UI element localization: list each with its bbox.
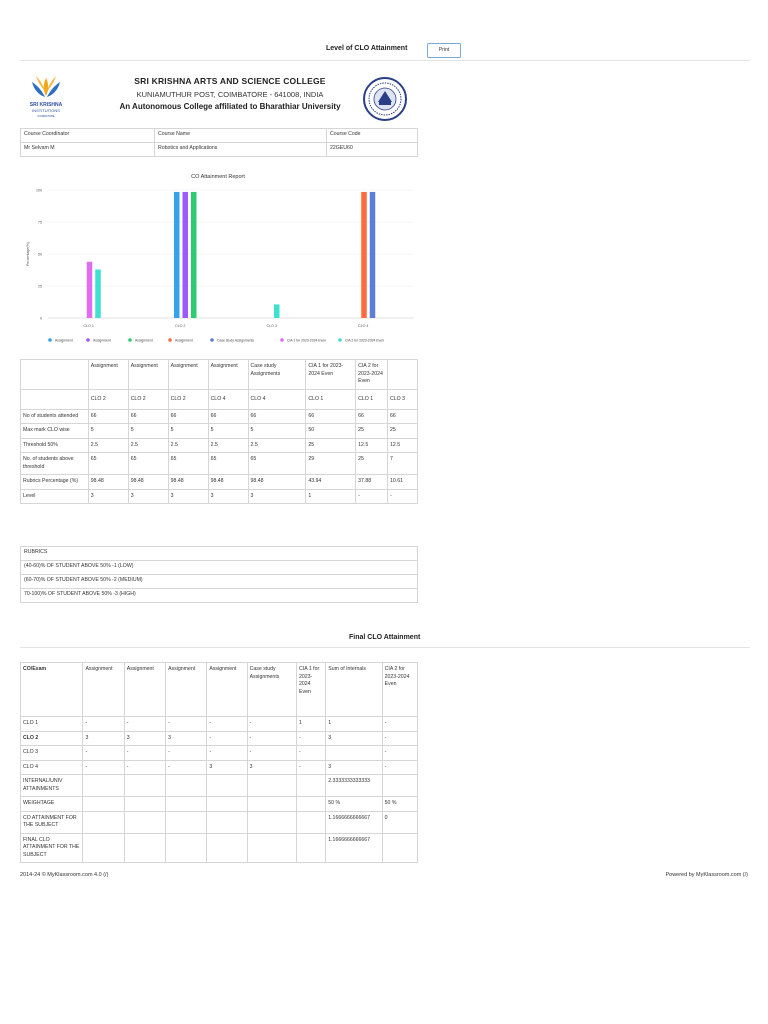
legend-label[interactable]: Assignment bbox=[93, 338, 111, 343]
table-cell: 66 bbox=[306, 409, 356, 424]
attainment-table bbox=[20, 359, 418, 504]
table-cell: 3 bbox=[326, 760, 382, 775]
course-name-value: Robotics and Applications bbox=[155, 143, 327, 157]
table-cell: - bbox=[124, 746, 165, 761]
table-cell: 5 bbox=[128, 424, 168, 439]
table-cell: 2.5 bbox=[128, 438, 168, 453]
table-cell: - bbox=[247, 731, 296, 746]
legend-label[interactable]: CIA 1 for 2023-2024 Even bbox=[287, 338, 327, 343]
table-cell: 29 bbox=[306, 453, 356, 475]
table-cell: 1 bbox=[326, 717, 382, 732]
table-row bbox=[21, 453, 418, 475]
legend-label[interactable]: Case study Assignments bbox=[217, 338, 255, 343]
row-label: CLO 2 bbox=[21, 731, 83, 746]
table-cell: Level bbox=[21, 489, 89, 504]
table-cell: - bbox=[388, 489, 418, 504]
row-label: WEIGHTAGE bbox=[21, 797, 83, 812]
logo-text-2: INSTITUTIONS bbox=[32, 108, 60, 113]
college-header bbox=[80, 76, 380, 111]
table-header-cell: CLO 1 bbox=[356, 389, 388, 409]
table-cell bbox=[247, 811, 296, 833]
table-cell bbox=[207, 797, 247, 812]
table-cell: 3 bbox=[168, 489, 208, 504]
table-header-cell: CIA 1 for 2023-2024 Even bbox=[297, 663, 326, 717]
table-header-cell: Assignment bbox=[168, 360, 208, 390]
table-cell: 12.5 bbox=[356, 438, 388, 453]
college-address: KUNIAMUTHUR POST, COIMBATORE - 641008, INDIA bbox=[136, 90, 324, 99]
table-cell: - bbox=[382, 731, 417, 746]
table-cell: - bbox=[297, 731, 326, 746]
table-cell: 3 bbox=[326, 731, 382, 746]
table-header-cell bbox=[21, 360, 89, 390]
college-affiliation: An Autonomous College affiliated to Bharathiar University bbox=[119, 102, 341, 111]
table-cell bbox=[297, 775, 326, 797]
table-cell: 10.61 bbox=[388, 475, 418, 490]
university-seal bbox=[362, 76, 408, 122]
chart-bar[interactable] bbox=[174, 192, 180, 318]
print-button[interactable]: Print bbox=[427, 43, 461, 58]
table-cell bbox=[247, 833, 296, 863]
table-header-cell: CIA 1 for 2023-2024 Even bbox=[306, 360, 356, 390]
table-cell: 66 bbox=[168, 409, 208, 424]
course-code-header: Course Code bbox=[327, 129, 418, 143]
table-row bbox=[21, 746, 418, 761]
table-cell: 65 bbox=[208, 453, 248, 475]
logo-text-1: SRI KRISHNA bbox=[29, 102, 63, 108]
table-cell bbox=[166, 775, 207, 797]
chart-bar[interactable] bbox=[274, 304, 280, 318]
table-cell: - bbox=[297, 746, 326, 761]
table-cell bbox=[207, 833, 247, 863]
table-row bbox=[21, 589, 418, 603]
table-row bbox=[21, 360, 418, 390]
table-row bbox=[21, 547, 418, 561]
table-cell: 66 bbox=[388, 409, 418, 424]
course-coordinator-value: Mr Selvam M bbox=[21, 143, 155, 157]
table-header-cell: CLO 2 bbox=[88, 389, 128, 409]
table-header-cell: Assignment bbox=[208, 360, 248, 390]
table-cell: 3 bbox=[207, 760, 247, 775]
rubrics-title: RUBRICS bbox=[21, 547, 418, 561]
table-cell: 66 bbox=[248, 409, 306, 424]
chart-bar[interactable] bbox=[95, 270, 101, 318]
final-clo-row bbox=[21, 833, 418, 863]
table-cell: 3 bbox=[88, 489, 128, 504]
table-cell: Threshold 50% bbox=[21, 438, 89, 453]
table-cell: 5 bbox=[208, 424, 248, 439]
divider bbox=[20, 647, 750, 648]
table-header-cell: Assignment bbox=[83, 663, 124, 717]
divider bbox=[20, 60, 750, 61]
table-cell: 3 bbox=[248, 489, 306, 504]
y-tick-label: 50 bbox=[38, 252, 42, 257]
table-header-cell: CLO 2 bbox=[168, 389, 208, 409]
chart-bar[interactable] bbox=[183, 192, 189, 318]
page-title: Level of CLO Attainment bbox=[326, 45, 408, 52]
table-row bbox=[21, 663, 418, 717]
table-cell: Max mark CLO wise bbox=[21, 424, 89, 439]
table-cell: - bbox=[124, 717, 165, 732]
table-cell: 2.5 bbox=[88, 438, 128, 453]
table-header-cell: Assignment bbox=[207, 663, 247, 717]
table-cell: - bbox=[382, 717, 417, 732]
table-cell: 37.88 bbox=[356, 475, 388, 490]
table-cell: 5 bbox=[88, 424, 128, 439]
row-label: CLO 3 bbox=[21, 746, 83, 761]
table-cell: - bbox=[356, 489, 388, 504]
table-cell: 3 bbox=[124, 731, 165, 746]
internal-row bbox=[21, 775, 418, 797]
chart-y-axis-label: Percentage(%) bbox=[26, 242, 30, 266]
table-header-cell: Assignment bbox=[128, 360, 168, 390]
college-name: SRI KRISHNA ARTS AND SCIENCE COLLEGE bbox=[134, 76, 326, 86]
table-cell: 25 bbox=[388, 424, 418, 439]
table-header-cell bbox=[21, 389, 89, 409]
table-cell bbox=[297, 833, 326, 863]
legend-swatch bbox=[210, 338, 214, 342]
table-cell: - bbox=[207, 731, 247, 746]
table-cell: No. of students above threshold bbox=[21, 453, 89, 475]
table-cell bbox=[297, 797, 326, 812]
table-cell: - bbox=[124, 760, 165, 775]
table-header-cell: CLO 3 bbox=[388, 389, 418, 409]
course-coordinator-header: Course Coordinator bbox=[21, 129, 155, 143]
table-row bbox=[21, 717, 418, 732]
table-header-cell: CLO 4 bbox=[208, 389, 248, 409]
cia2-cell bbox=[382, 833, 417, 863]
table-cell: 98.48 bbox=[88, 475, 128, 490]
sum-cell: 2.3333333333333 bbox=[326, 775, 382, 797]
table-cell: 50 bbox=[306, 424, 356, 439]
table-cell: 3 bbox=[247, 760, 296, 775]
course-info-table bbox=[20, 128, 418, 157]
table-cell: 66 bbox=[208, 409, 248, 424]
table-cell: 3 bbox=[208, 489, 248, 504]
table-cell: No of students attended bbox=[21, 409, 89, 424]
course-code-value: 22GEU60 bbox=[327, 143, 418, 157]
table-cell: 98.48 bbox=[168, 475, 208, 490]
table-cell: 65 bbox=[248, 453, 306, 475]
cia2-cell bbox=[382, 775, 417, 797]
table-row bbox=[21, 731, 418, 746]
x-tick-label: CLO 4 bbox=[358, 324, 369, 328]
table-cell: - bbox=[382, 746, 417, 761]
table-row bbox=[21, 489, 418, 504]
table-cell: - bbox=[382, 760, 417, 775]
y-tick-label: 100 bbox=[36, 188, 42, 193]
rubrics-item: (40-60)% OF STUDENT ABOVE 50% -1 (LOW) bbox=[21, 561, 418, 575]
row-label: CLO 4 bbox=[21, 760, 83, 775]
table-cell: 66 bbox=[88, 409, 128, 424]
table-cell: - bbox=[247, 717, 296, 732]
footer-powered-by[interactable]: Powered by MyKlassroom.com (/) bbox=[665, 872, 748, 878]
chart-bar[interactable] bbox=[191, 192, 197, 318]
y-tick-label: 0 bbox=[40, 316, 42, 321]
table-header-cell: Case study Assignments bbox=[247, 663, 296, 717]
rubrics-item: 70-100)% OF STUDENT ABOVE 50% -3 (HIGH) bbox=[21, 589, 418, 603]
x-tick-label: CLO 1 bbox=[83, 324, 94, 328]
rubrics-table bbox=[20, 546, 418, 603]
table-header-cell: CIA 2 for 2023-2024 Even bbox=[382, 663, 417, 717]
college-logo bbox=[26, 74, 66, 122]
table-cell bbox=[124, 775, 165, 797]
x-tick-label: CLO 2 bbox=[175, 324, 186, 328]
table-cell bbox=[207, 811, 247, 833]
sum-cell: 1.1666666666667 bbox=[326, 833, 382, 863]
table-row bbox=[21, 438, 418, 453]
table-cell: - bbox=[83, 717, 124, 732]
table-cell: 98.48 bbox=[128, 475, 168, 490]
table-cell: 7 bbox=[388, 453, 418, 475]
table-cell bbox=[166, 797, 207, 812]
table-cell bbox=[247, 775, 296, 797]
table-row bbox=[21, 760, 418, 775]
legend-swatch bbox=[280, 338, 284, 342]
table-row bbox=[21, 424, 418, 439]
table-cell: 65 bbox=[88, 453, 128, 475]
table-cell: - bbox=[297, 760, 326, 775]
table-header-cell: CLO 2 bbox=[128, 389, 168, 409]
table-cell: 1 bbox=[306, 489, 356, 504]
final-clo-title: Final CLO Attainment bbox=[349, 634, 421, 641]
table-row bbox=[21, 475, 418, 490]
table-cell: - bbox=[207, 717, 247, 732]
table-cell: 25 bbox=[306, 438, 356, 453]
table-cell: - bbox=[247, 746, 296, 761]
table-cell bbox=[83, 797, 124, 812]
row-label: CO ATTAINMENT FOR THE SUBJECT bbox=[21, 811, 83, 833]
table-cell bbox=[207, 775, 247, 797]
legend-swatch bbox=[338, 338, 342, 342]
table-cell: 98.48 bbox=[208, 475, 248, 490]
table-cell bbox=[124, 797, 165, 812]
table-cell: 1 bbox=[297, 717, 326, 732]
table-cell: - bbox=[166, 760, 207, 775]
chart-bar[interactable] bbox=[87, 262, 93, 318]
table-header-cell: CIA 2 for 2023-2024 Even bbox=[356, 360, 388, 390]
table-cell: Rubrics Percentage (%) bbox=[21, 475, 89, 490]
table-cell: 3 bbox=[83, 731, 124, 746]
table-cell: 66 bbox=[128, 409, 168, 424]
table-cell: - bbox=[166, 746, 207, 761]
table-cell: 2.5 bbox=[248, 438, 306, 453]
legend-swatch bbox=[86, 338, 90, 342]
legend-label[interactable]: Assignment bbox=[135, 338, 153, 343]
co-attainment-chart bbox=[20, 168, 420, 348]
table-cell: 2.5 bbox=[208, 438, 248, 453]
table-cell: 65 bbox=[168, 453, 208, 475]
cia2-cell: 0 bbox=[382, 811, 417, 833]
table-cell: 12.5 bbox=[388, 438, 418, 453]
table-row bbox=[21, 129, 418, 143]
top-bar bbox=[0, 40, 768, 60]
sum-cell: 50 % bbox=[326, 797, 382, 812]
final-clo-table bbox=[20, 662, 418, 863]
chart-title: CO Attainment Report bbox=[191, 174, 245, 180]
sum-cell: 1.1666666666667 bbox=[326, 811, 382, 833]
chart-bar[interactable] bbox=[370, 192, 376, 318]
table-cell: 98.48 bbox=[248, 475, 306, 490]
table-header-cell: CLO 4 bbox=[248, 389, 306, 409]
legend-label[interactable]: Assignment bbox=[175, 338, 193, 343]
table-cell: 25 bbox=[356, 424, 388, 439]
table-cell bbox=[83, 775, 124, 797]
table-row bbox=[21, 143, 418, 157]
table-cell: - bbox=[83, 760, 124, 775]
table-cell: 5 bbox=[168, 424, 208, 439]
legend-swatch bbox=[168, 338, 172, 342]
x-tick-label: CLO 3 bbox=[266, 324, 277, 328]
table-header-cell: Assignment bbox=[124, 663, 165, 717]
logo-text-3: COIMBATORE bbox=[37, 115, 55, 118]
table-header-cell: Assignment bbox=[166, 663, 207, 717]
table-cell: 65 bbox=[128, 453, 168, 475]
chart-bar[interactable] bbox=[361, 192, 367, 318]
table-header-cell bbox=[388, 360, 418, 390]
table-header-cell: Sum of Internals bbox=[326, 663, 382, 717]
table-cell bbox=[166, 811, 207, 833]
weightage-row bbox=[21, 797, 418, 812]
legend-swatch bbox=[48, 338, 52, 342]
row-label: INTERNAL/UNIV ATTAINMENTS bbox=[21, 775, 83, 797]
row-label: CLO 1 bbox=[21, 717, 83, 732]
table-header-cell: CLO 1 bbox=[306, 389, 356, 409]
table-cell: 25 bbox=[356, 453, 388, 475]
table-cell: - bbox=[83, 746, 124, 761]
table-cell: 3 bbox=[128, 489, 168, 504]
y-tick-label: 75 bbox=[38, 220, 42, 225]
table-cell: 43.94 bbox=[306, 475, 356, 490]
table-row bbox=[21, 575, 418, 589]
legend-label[interactable]: CIA 2 for 2023-2024 Even bbox=[345, 338, 385, 343]
table-header-cell: Case study Assignments bbox=[248, 360, 306, 390]
table-cell: - bbox=[166, 717, 207, 732]
table-cell bbox=[166, 833, 207, 863]
table-header-cell: CO/Exam bbox=[21, 663, 83, 717]
table-cell: 3 bbox=[166, 731, 207, 746]
table-header-cell: Assignment bbox=[88, 360, 128, 390]
co-attainment-row bbox=[21, 811, 418, 833]
table-cell: - bbox=[207, 746, 247, 761]
table-cell bbox=[124, 811, 165, 833]
cia2-cell: 50 % bbox=[382, 797, 417, 812]
footer-copyright[interactable]: 2014-24 © MyKlassroom.com 4.0 (/) bbox=[20, 872, 109, 878]
rubrics-item: (60-70)% OF STUDENT ABOVE 50% -2 (MEDIUM) bbox=[21, 575, 418, 589]
table-cell: 66 bbox=[356, 409, 388, 424]
table-cell bbox=[247, 797, 296, 812]
table-cell bbox=[83, 811, 124, 833]
table-row bbox=[21, 389, 418, 409]
table-cell bbox=[326, 746, 382, 761]
table-cell bbox=[83, 833, 124, 863]
table-cell: 2.5 bbox=[168, 438, 208, 453]
legend-label[interactable]: Assignment bbox=[55, 338, 73, 343]
y-tick-label: 25 bbox=[38, 284, 42, 289]
table-row bbox=[21, 409, 418, 424]
row-label: FINAL CLO ATTAINMENT FOR THE SUBJECT bbox=[21, 833, 83, 863]
legend-swatch bbox=[128, 338, 132, 342]
table-cell: 5 bbox=[248, 424, 306, 439]
table-row bbox=[21, 561, 418, 575]
table-cell bbox=[297, 811, 326, 833]
table-cell bbox=[124, 833, 165, 863]
course-name-header: Course Name bbox=[155, 129, 327, 143]
